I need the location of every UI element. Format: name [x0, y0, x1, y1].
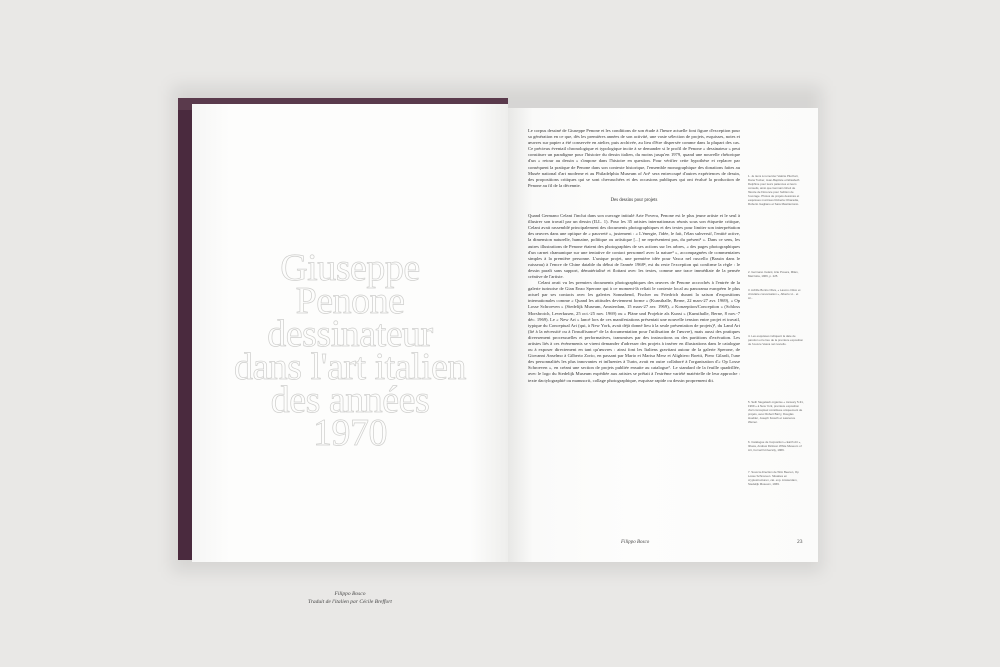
title-line: Penone: [295, 280, 405, 322]
intro-paragraph: Le corpus dessiné de Giuseppe Penone et les conditions de son étude à l'heure actuelle font figure d'exception pour sa génération en ce que, dès les premières années de son activité, une vaste sélection de projets, esquisses, notes et œuvres sur papier a été conservée en atelier, puis archivée, au lieu d'être dispersée comme dans la plupart des cas. Ce précieux éventail chronologique et typologique incite à se demander si le profil de Penone « dessinateur » peut constituer un paradigme pour l'histoire du dessin italien, du moins jusqu'en 1979, quand une nouvelle rhétorique d'un « retour au dessin » s'impose dans l'histoire en question. Pour vérifier cette hypothèse et replacer par conséquent la pratique de Penone dans son contexte historique, l'ensemble monographique des donations faites au Musée national d'art moderne et au Philadelphia Museum of Art¹ sera entrecoupé d'autres expériences de dessin, des propositions critiques qui se sont chevauchées et des occasions publiques qui ont évalué la production de Penone au fil de la décennie.: [528, 128, 740, 188]
left-page: [192, 104, 508, 605]
byline: [192, 590, 508, 606]
footnote: 6. Catalogue de l'exposition « Earth Art », Ithaca, Andrew Dickson White Museum of Art, Cornell University, 1969.: [748, 440, 802, 452]
author-name: Filippo Bosco: [334, 591, 366, 597]
translator-credit: Traduit de l'italien par Cécile Breffort: [308, 599, 392, 605]
title-line: des années: [270, 379, 430, 421]
body-paragraph: Celant avait vu les premiers documents photographiques des œuvres de Penone accrochés à l'entrée de la galerie turinoise de Gian Enzo Sperone qui à ce moment-là reliait le contexte local au panorama européen le plus actuel par ses contacts avec les galeries Sonnabend, Fischer ou Friedrich durant la saison d'expositions internationales comme « Quand les attitudes deviennent forme » (Kunsthalle, Berne, 22 mars-27 avr. 1969), « Op Losse Schroeven » (Stedelijk Museum, Amsterdam, 15 mars-27 avr. 1969), « Konzeption/Conception » (Schloss Morsbroich, Leverkusen, 25 oct.-25 nov. 1969) ou « Pläne und Projekte als Kunst » (Kunsthalle, Berne, 8 nov.-7 déc. 1969). Le « New Art » lancé lors de ces manifestations présentait une nouvelle tension entre projet et travail, typique du Conceptual Art (qui, à New York, avait déjà donné lieu à la seule présentation de projets)⁵, du Land Art (lié à la nécessité ou à l'insuffisance⁶ de la documentation pour l'utilisation de l'œuvre), mais aussi des pratiques diversement processuelles et performatives, transmises par des instructions ou des partitions d'exécution. Les artistes liés à ces événements se virent demander d'adresser des projets à insérer en illustrations dans le catalogue ou à exposer directement en tant qu'œuvres : ainsi font les Italiens gravitant autour de la galerie Sperone, de Giovanni Anselmo à Gilberto Zorio, en passant par Mario et Marisa Merz et Alighiero Boetti, Piero Gilardi, l'une des personnalités les plus innovantes et influentes à Turin, avait en outre collaboré à l'organisation d'« Op Losse Schroeven », en créant une section de projets publiée ensuite au catalogue⁷. Le standard de la feuille quadrillée, avec le logo du Stedelijk Museum expédiée aux artistes se prêtait à l'extrême variété matérielle de leur approche : texte dactylographié ou manuscrit, collage photographique, esquisse rapide ou dessin proprement dit.: [528, 280, 740, 383]
body-text: [528, 128, 740, 384]
chapter-title: [192, 247, 508, 454]
footnote: 5. Seth Siegelaub organise « January 5-31, 1969 » à New York, première exposition d'art conceptuel constituée uniquement de projets, avec Robert Barry, Douglas Huebler, Joseph Kosuth et Lawrence Weiner.: [748, 400, 804, 424]
footnote: 3. Achille Bonito Oliva, « Lavoro critico et circulaire conversation », Alberto H... et Ar...: [748, 288, 801, 300]
book-cover-spine: [178, 110, 192, 560]
footnote: 7. Sous la direction de Wim Beeren, Op Losse Schroeven. Situaties en cryptostructuren, cat. exp. Amsterdam, Stedelijk Museum, 1969.: [748, 470, 799, 486]
title-line: dans l'art italien: [233, 346, 467, 388]
footnote: 2. Germano Celant, Arte Povera, Milan, Mazzotta, 1969, p. 225.: [748, 270, 799, 278]
footnote: 1. Je tiens à remercier Valérie Pluchart, Dana Tucker, Jean-Baptiste et Elisabeth Delphine pour leurs patiences et leurs conseils, ainsi que Germain Gheit de l'Ecole de Florence pour l'édition de l'ouvrage. Photos de projets dessinés et esquisses montrées Roberta Chiaradia, Roberto Gagliano et Sara Mastrantonio.: [748, 174, 800, 206]
title-line: Giuseppe: [280, 247, 420, 289]
page-number: 23: [797, 539, 803, 545]
running-footer: Filippo Bosco: [621, 540, 650, 545]
section-heading: Des dessins pour projets: [610, 197, 658, 203]
body-paragraph: Quand Germano Celant l'inclut dans son ouvrage intitulé Arte Povera, Penone est le plus jeune artiste et le seul à illustrer son travail par un dessin (ILL. 1). Pour les 35 artistes internationaux réunis sous son étiquette critique, Celant avait rassemblé principalement des documents photographiques et des textes pour limiter son interprétation des œuvres dans une optique de « pauvreté », justement : « L'énergie, l'idée, le fait, l'élan subversif, l'entité active, la dimension naturelle, humaine, politique ou artistique [...] ne représentent pas, du présent² ». Dans ce sens, les autres illustrations de Penone étaient des photographies de ses actions sur les arbres, « des pages photographiques d'un carnet chamanique sur une tentative de contact personnel avec la nature³ », accompagnées de commentaires simples à la première personne. L'unique projet, une première idée pour Vasca nel ruscello (Bassin dans le ruisseau) à l'encre de Chine datable du début de l'année 1968⁴, est du reste l'exception qui confirme la règle : le dessin paraît sans support, dématérialisé et flottant avec les textes, comme une trace immédiate de la pensée créative de l'artiste.: [528, 213, 740, 279]
footnote: 4. Les esquisses indiquent la date de parution et le lieu de la première exposition de l'œuvre Vasca nel ruscello.: [748, 334, 804, 346]
title-line: 1970: [313, 412, 387, 454]
title-line: dessinateur: [267, 313, 433, 355]
